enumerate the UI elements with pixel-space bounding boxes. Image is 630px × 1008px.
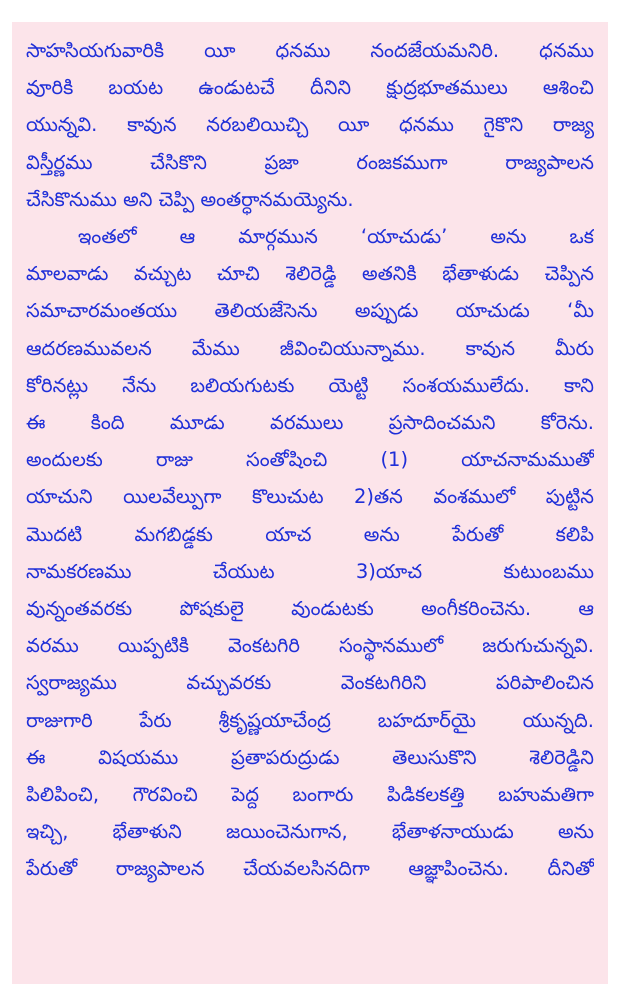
text-line: వున్నంతవరకు పోషకులై వుండుటకు అంగీకరించెను. ఆ (26, 597, 594, 621)
paragraph-2 (26, 218, 594, 888)
text-line: సాహసియగువారికి యీ ధనము నందజేయమనిరి. ధనము (26, 39, 594, 62)
document-page (12, 22, 608, 984)
text-line: ఇంతలో ఆ మార్గమున ‘యాచుడు’ అను ఒక (78, 225, 594, 249)
text-line: మొదటి మగబిడ్డకు యాచ అను పేరుతో కలిపి (26, 522, 594, 546)
text-line: యాచుని యిలవేల్పుగా కొలుచుట 2)తన వంశములో పుట్టిన (26, 485, 594, 509)
text-line: విస్తీర్ణము చేసికొని ప్రజా రంజకముగా రాజ్యపాలన (26, 150, 594, 174)
text-line: నామకరణము చేయుట 3)యాచ కుటుంబము (26, 559, 594, 583)
text-line: సమాచారమంతయు తెలియజేసెను అప్పుడు యాచుడు ‘మీ (26, 299, 594, 323)
text-line: మాలవాడు వచ్చుట చూచి శెలిరెడ్డి అతనికి భేతాళుడు చెప్పిన (26, 262, 594, 286)
text-line: ఈ విషయము ప్రతాపరుద్రుడు తెలుసుకొని శెలిరెడ్డిని (26, 745, 594, 769)
text-line: కోరినట్లు నేను బలియగుటకు యెట్టి సంశయములేదు. కాని (26, 373, 594, 397)
text-line: వరము యిప్పటికి వెంకటగిరి సంస్థానములో జరుగుచున్నవి. (26, 634, 594, 658)
text-line: వూరికి బయట ఉండుటచే దీనిని క్షుద్రభూతములు ఆశించి (26, 76, 594, 100)
text-line: స్వరాజ్యము వచ్చువరకు వెంకటగిరిని పరిపాలించిన (26, 671, 594, 695)
text-line: ఆదరణమువలన మేము జీవించియున్నాము. కావున మీరు (26, 336, 594, 360)
text-line: చేసికొనుము అని చెప్పి అంతర్ధానమయ్యెను. (26, 187, 354, 211)
text-line: పేరుతో రాజ్యపాలన చేయవలసినదిగా ఆజ్ఞాపించెను. దీనితో (26, 857, 594, 881)
text-line: రాజుగారి పేరు శ్రీకృష్ణయాచేంద్ర బహదూర్‌యై యున్నది. (26, 708, 594, 732)
text-line: ఈ కింది మూడు వరములు ప్రసాదించమని కోరెను. (26, 411, 594, 435)
text-line: ఇచ్చి, భేతాళుని జయించెనుగాన, భేతాళనాయుడు అను (26, 820, 594, 844)
paragraph-1 (26, 32, 594, 218)
text-line: యున్నవి. కావున నరబలియిచ్చి యీ ధనము గైకొని రాజ్య (26, 113, 594, 137)
text-line: పిలిపించి, గౌరవించి పెద్ద బంగారు పిడికలకత్తి బహుమతిగా (26, 783, 594, 807)
text-line: అందులకు రాజు సంతోషించి (1) యాచనామముతో (26, 448, 594, 472)
